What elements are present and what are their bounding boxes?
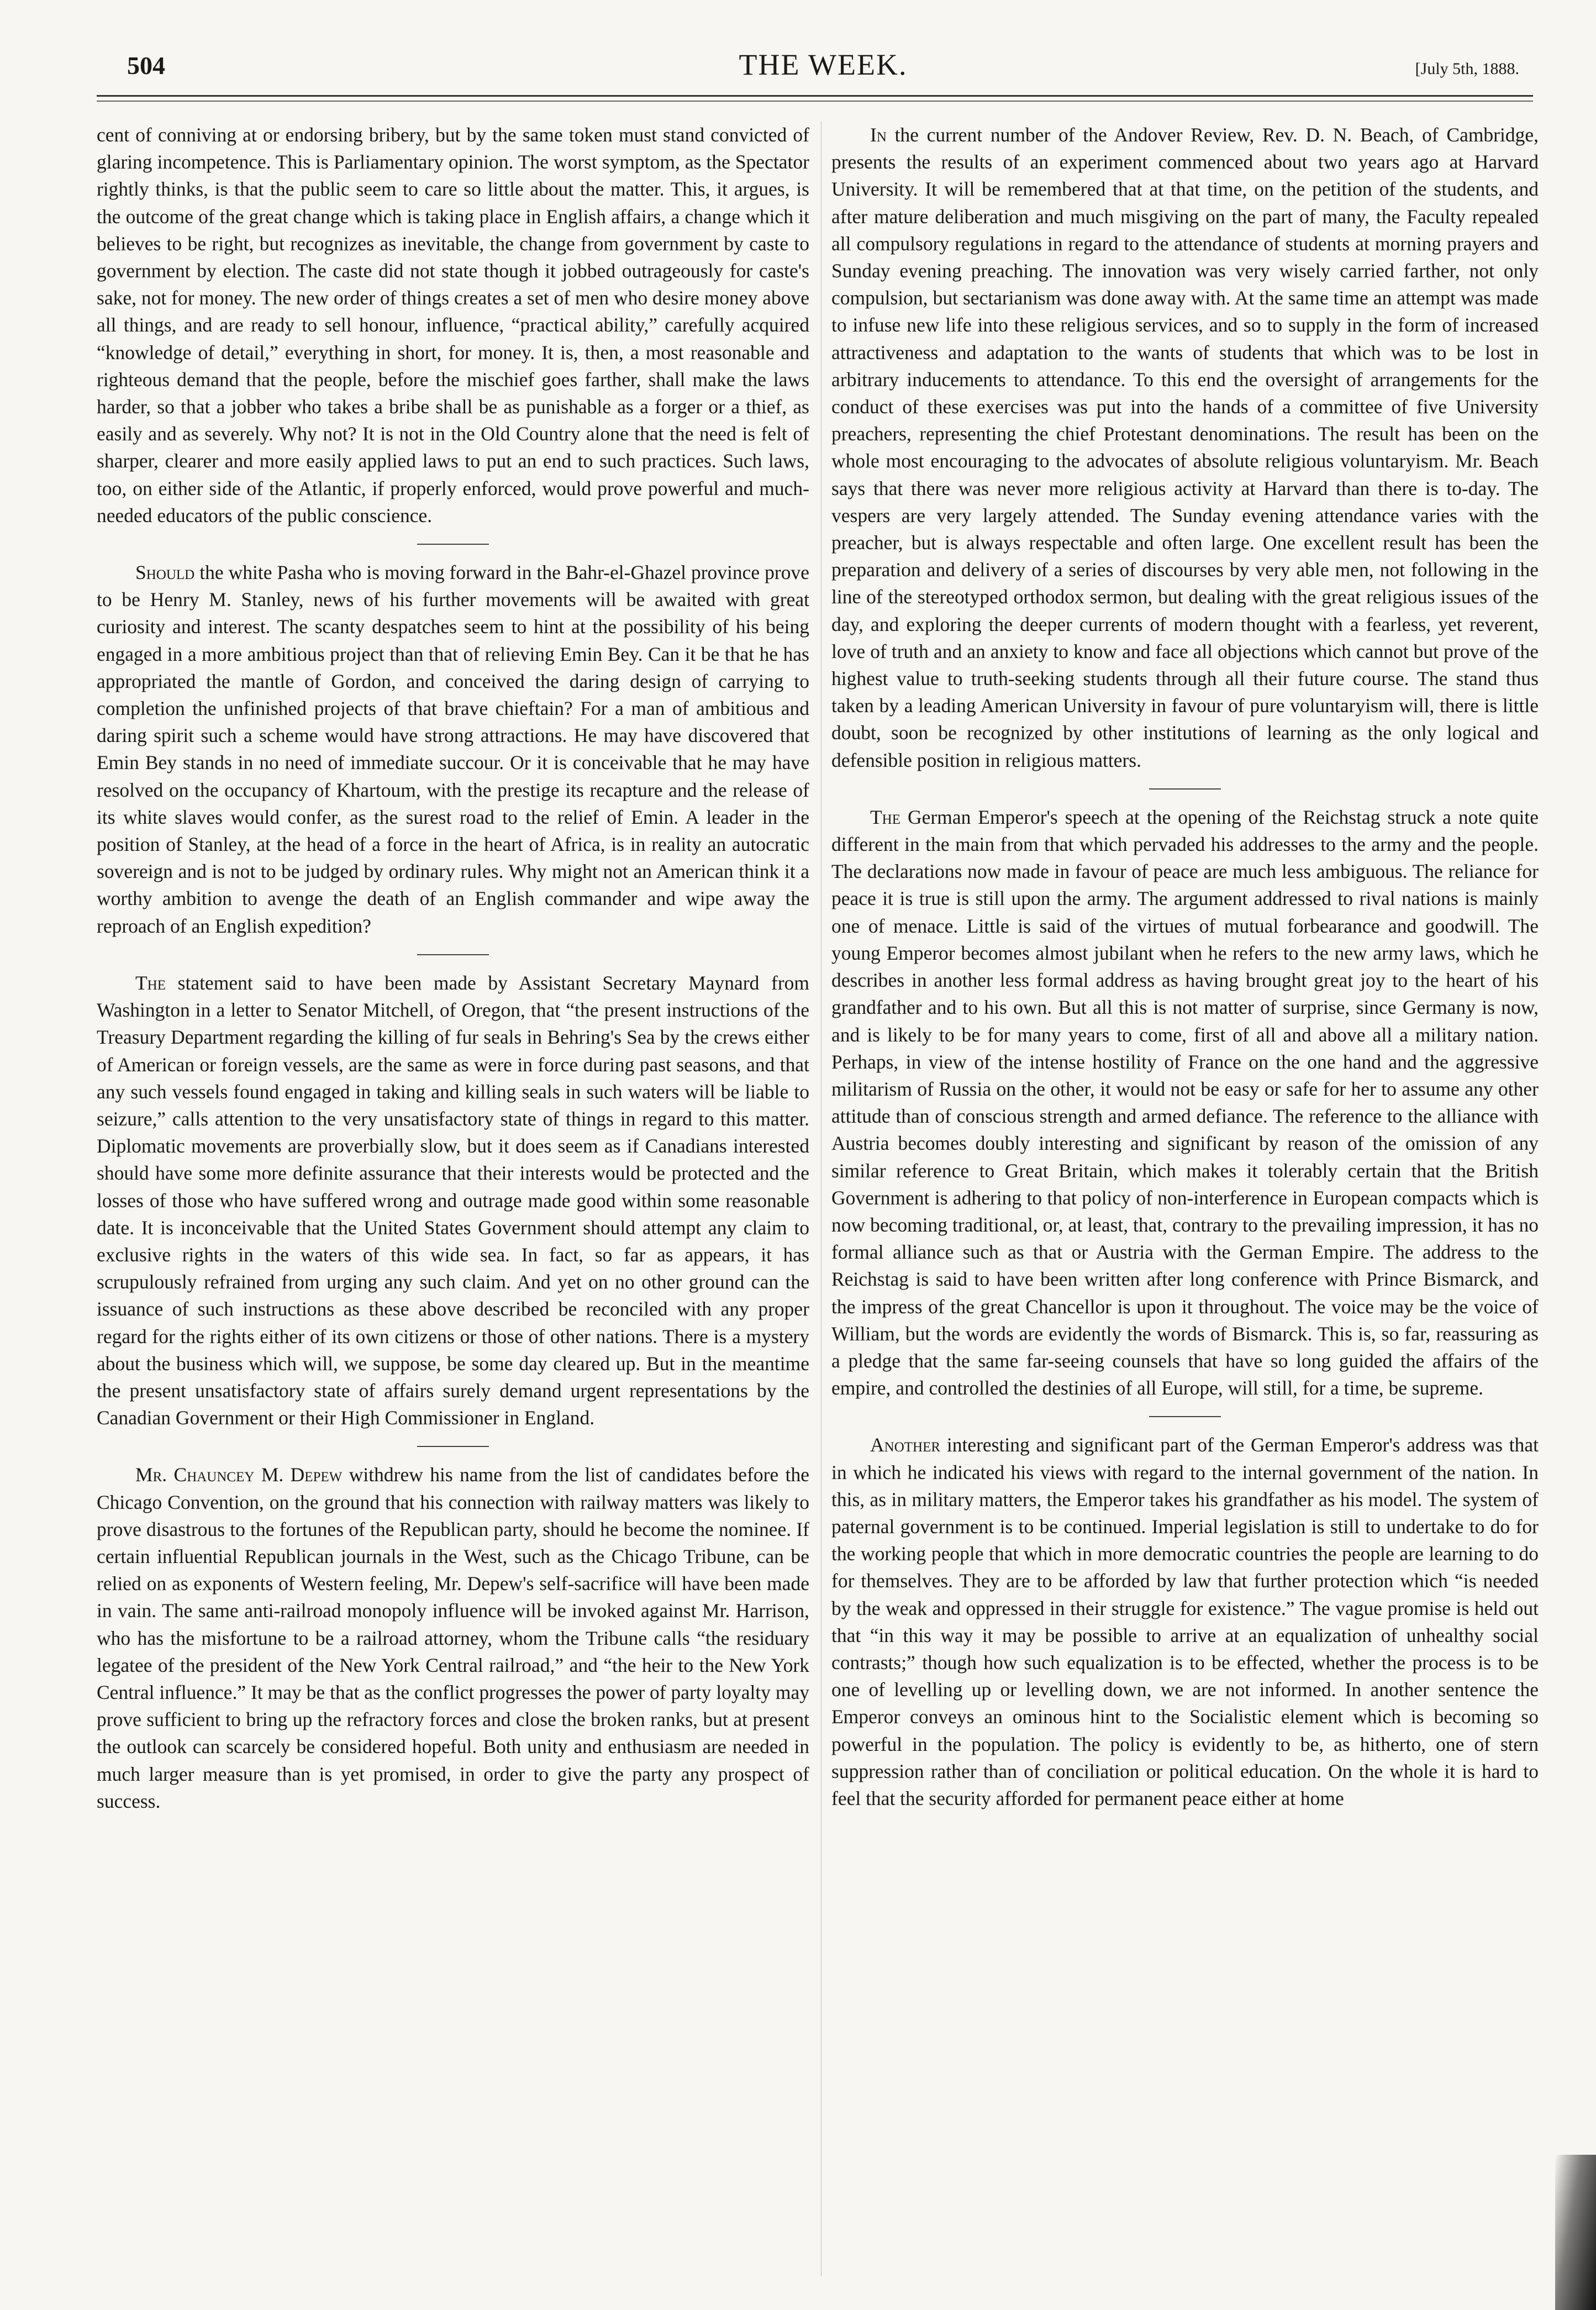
article-fur-seals [97, 970, 809, 1432]
article-body: German Emperor's speech at the opening of the Reichstag struck a note quite different in the main from that which pervaded his addresses to the army and the people. The declarations now made in favour of peace are much less ambiguous. The reliance for peace it is true is still upon the army. The argument addressed to rival nations is mainly one of menace. Little is said of the virtues of mutual forbearance and goodwill. The young Emperor becomes almost jubilant when he refers to the new army laws, which he describes in another less formal address as having brought great joy to the heart of his grandfather and to his own. But all this is not matter of surprise, since Germany is now, and is likely to be for many years to come, first of all and above all a military nation. Perhaps, in view of the intense hostility of France on the one hand and the aggressive militarism of Russia on the other, it would not be easy or safe for her to assume any other attitude than of conscious strength and armed defiance. The reference to the alliance with Austria becomes doubly interesting and significant by reason of the omission of any similar reference to Great Britain, which makes it tolerably certain that the British Government is adhering to that policy of non-interference in European compacts which is now becoming traditional, or, at least, that, contrary to the prevailing impression, it has no formal alliance such as that or Austria with the German Empire. The address to the Reichstag is said to have been written after long conference with Prince Bismarck, and the impress of the great Chancellor is upon it throughout. The voice may be the voice of William, but the words are evidently the words of Bismarck. This is, so far, reassuring as a pledge that the same far-seeing counsels that have so long guided the affairs of the empire, and controlled the destinies of all Europe, will still, for a time, be supreme. [831, 806, 1539, 1399]
article-body: the white Pasha who is moving forward in the Bahr-el-Ghazel province prove to be Henry M. Stanley, news of his further movements will be awaited with great curiosity and interest. The scanty despatches seem to hint at the possibility of his being engaged in a more ambitious project than that of relieving Emin Bey. Can it be that he has appropriated the mantle of Gordon, and conceived the daring design of carrying to completion the unfinished projects of that brave chieftain? For a man of ambitious and daring spirit such a scheme would have strong attractions. He may have discovered that Emin Bey stands in no need of immediate succour. Or it is conceivable that he may have resolved on the occupancy of Khartoum, with the prestige its recapture and the release of its white slaves would confer, as the surest road to the relief of Emin. A leader in the position of Stanley, at the head of a force in the heart of Africa, is in reality an autocratic sovereign and is not to be judged by ordinary rules. Why might not an American think it a worthy ambition to avenge the death of an English commander and wipe away the reproach of an English expedition? [97, 561, 809, 937]
lead-word: Mr. Chauncey M. Depew [135, 1464, 343, 1486]
page-number: 504 [127, 51, 165, 80]
article-body: the current number of the Andover Review, Rev. D. N. Beach, of Cambridge, presents the results of an experiment commenced about two years ago at Harvard University. It will be remembered that at that time, on the petition of the students, and after mature deliberation and much misgiving on the part of many, the Faculty repealed all compulsory regulations in regard to the attendance of students at morning prayers and Sunday evening preaching. The innovation was very wisely carried farther, not only compulsion, but sectarianism was done away with. At the same time an attempt was made to infuse new life into these religious services, and so to supply in the form of increased attractiveness and adaptation to the wants of students that which was to be lost in arbitrary inducements to attendance. To this end the oversight of arrangements for the conduct of these exercises was put into the hands of a committee of five University preachers, representing the chief Protestant denominations. The result has been on the whole most encouraging to the advocates of absolute religious voluntaryism. Mr. Beach says that there was never more religious activity at Harvard than there is to-day. The vespers are very largely attended. The Sunday evening attendance varies with the preacher, but is always respectable and often large. One excellent result has been the preparation and delivery of a series of discourses by very able men, not following in the line of the stereotyped orthodox sermon, but dealing with the great religious issues of the day, and exploring the deeper currents of modern thought with a fearless, yet reverent, love of truth and an anxiety to know and face all objections which cannot but prove of the highest value to truth-seeking students through all their future course. The stand thus taken by a leading American University in favour of pure voluntaryism will, there is little doubt, soon be recognized by other institutions of learning as the only logical and defensible position in religious matters. [831, 124, 1539, 771]
article-harvard [831, 122, 1539, 774]
header-rule-thin [97, 101, 1533, 102]
article-body: statement said to have been made by Assistant Secretary Maynard from Washington in a letter to Senator Mitchell, of Oregon, that “the present instructions of the Treasury Department regarding the killing of fur seals in Behring's Sea by the crews either of American or foreign vessels, are the same as were in force during past seasons, and that any such vessels found engaged in taking and killing seals in such waters will be liable to seizure,” calls attention to the very unsatisfactory state of things in regard to this matter. Diplomatic movements are proverbially slow, but it does seem as if Canadians interested should have some more definite assurance that their interests would be protected and the losses of those who have suffered wrong and outrage made good within some reasonable date. It is inconceivable that the United States Government should attempt any claim to exclusive rights in the waters of this wide sea. In fact, so far as appears, it has scrupulously refrained from urging any such claim. And yet on no other ground can the issuance of such instructions as these above described be reconciled with any proper regard for the rights either of its own citizens or those of other nations. There is a mystery about the business which will, we suppose, be some day cleared up. But in the meantime the present unsatisfactory state of affairs surely demand urgent representations by the Canadian Government or their High Commissioner in England. [97, 971, 809, 1429]
section-divider [1149, 788, 1221, 790]
section-divider [417, 1446, 489, 1447]
section-divider [417, 954, 489, 955]
article-body: interesting and significant part of the German Emperor's address was that in which he indicated his views with regard to the internal government of the nation. In this, as in military matters, the Emperor takes his grandfather as his model. The system of paternal government is to be continued. Imperial legislation is still to undertake to do for the working people that which in more democratic countries the people are learning to do for themselves. They are to be afforded by law that further protection which “is needed by the weak and oppressed in their struggle for existence.” The vague promise is held out that “in this way it may be possible to arrive at an equalization of unhealthy social contrasts;” though how such equalization is to be effected, whether the process is to be one of levelling up or levelling down, we are not informed. In another sentence the Emperor conveys an ominous hint to the Socialistic element which is becoming so powerful in the population. The policy is evidently to be, as hitherto, one of stern suppression rather than of conciliation or political education. On the whole it is hard to feel that the security afforded for permanent peace either at home [831, 1434, 1539, 1809]
article-depew [97, 1461, 809, 1815]
lead-word: In [870, 124, 887, 146]
publication-title: THE WEEK. [739, 48, 908, 81]
article-stanley [97, 559, 809, 940]
right-column [831, 122, 1539, 2293]
section-divider [417, 544, 489, 545]
left-column [97, 122, 809, 2293]
lead-word: The [870, 806, 901, 828]
lead-word: Should [135, 561, 195, 584]
section-divider [1149, 1416, 1221, 1417]
issue-date: [July 5th, 1888. [1415, 60, 1519, 78]
article-body: withdrew his name from the list of candidates before the Chicago Convention, on the ground that his connection with railway matters was likely to prove disastrous to the fortunes of the Republican party, should he become the nominee. If certain influential Republican journals in the West, such as the Chicago Tribune, can be relied on as exponents of Western feeling, Mr. Depew's self-sacrifice will have been made in vain. The same anti-railroad monopoly influence will be invoked against Mr. Harrison, who has the misfortune to be a railroad attorney, whom the Tribune calls “the residuary legatee of the president of the New York Central railroad,” and “the heir to the New York Central influence.” It may be that as the conflict progresses the power of party loyalty may prove sufficient to bring up the refractory forces and close the broken ranks, but at present the outlook can scarcely be considered hopeful. Both unity and enthusiasm are needed in much larger measure than is yet promised, in order to give the party any prospect of success. [97, 1464, 809, 1812]
page-header [122, 48, 1525, 90]
lead-word: Another [870, 1434, 941, 1456]
article-bribery-continued: cent of conniving at or endorsing bribery, but by the same token must stand convicted of glaring incompetence. This is Parliamentary opinion. The worst symptom, as the Spectator rightly thinks, is that the public seem to care so little about the matter. This, it argues, is the outcome of the great change which is taking place in English affairs, a change which it believes to be right, but recognizes as inevitable, the change from government by caste to government by election. The caste did not state though it jobbed outrageously for caste's sake, not for money. The new order of things creates a set of men who desire money above all things, and are ready to sell honour, influence, “practical ability,” carefully acquired “knowledge of detail,” everything in short, for money. It is, then, a most reasonable and righteous demand that the people, before the mischief goes farther, shall make the laws harder, so that a jobber who takes a bribe shall be as punishable as a forger or a thief, as easily and as severely. Why not? It is not in the Old Country alone that the need is felt of sharper, clearer and more easily applied laws to put an end to such practices. Such laws, too, on either side of the Atlantic, if properly enforced, would prove powerful and much-needed educators of the public conscience. [97, 124, 809, 527]
scan-edge-shadow [1555, 2155, 1596, 2310]
article-emperor-speech [831, 804, 1539, 1402]
article-emperor-government [831, 1432, 1539, 1812]
lead-word: The [135, 971, 166, 994]
header-rule [97, 95, 1533, 97]
